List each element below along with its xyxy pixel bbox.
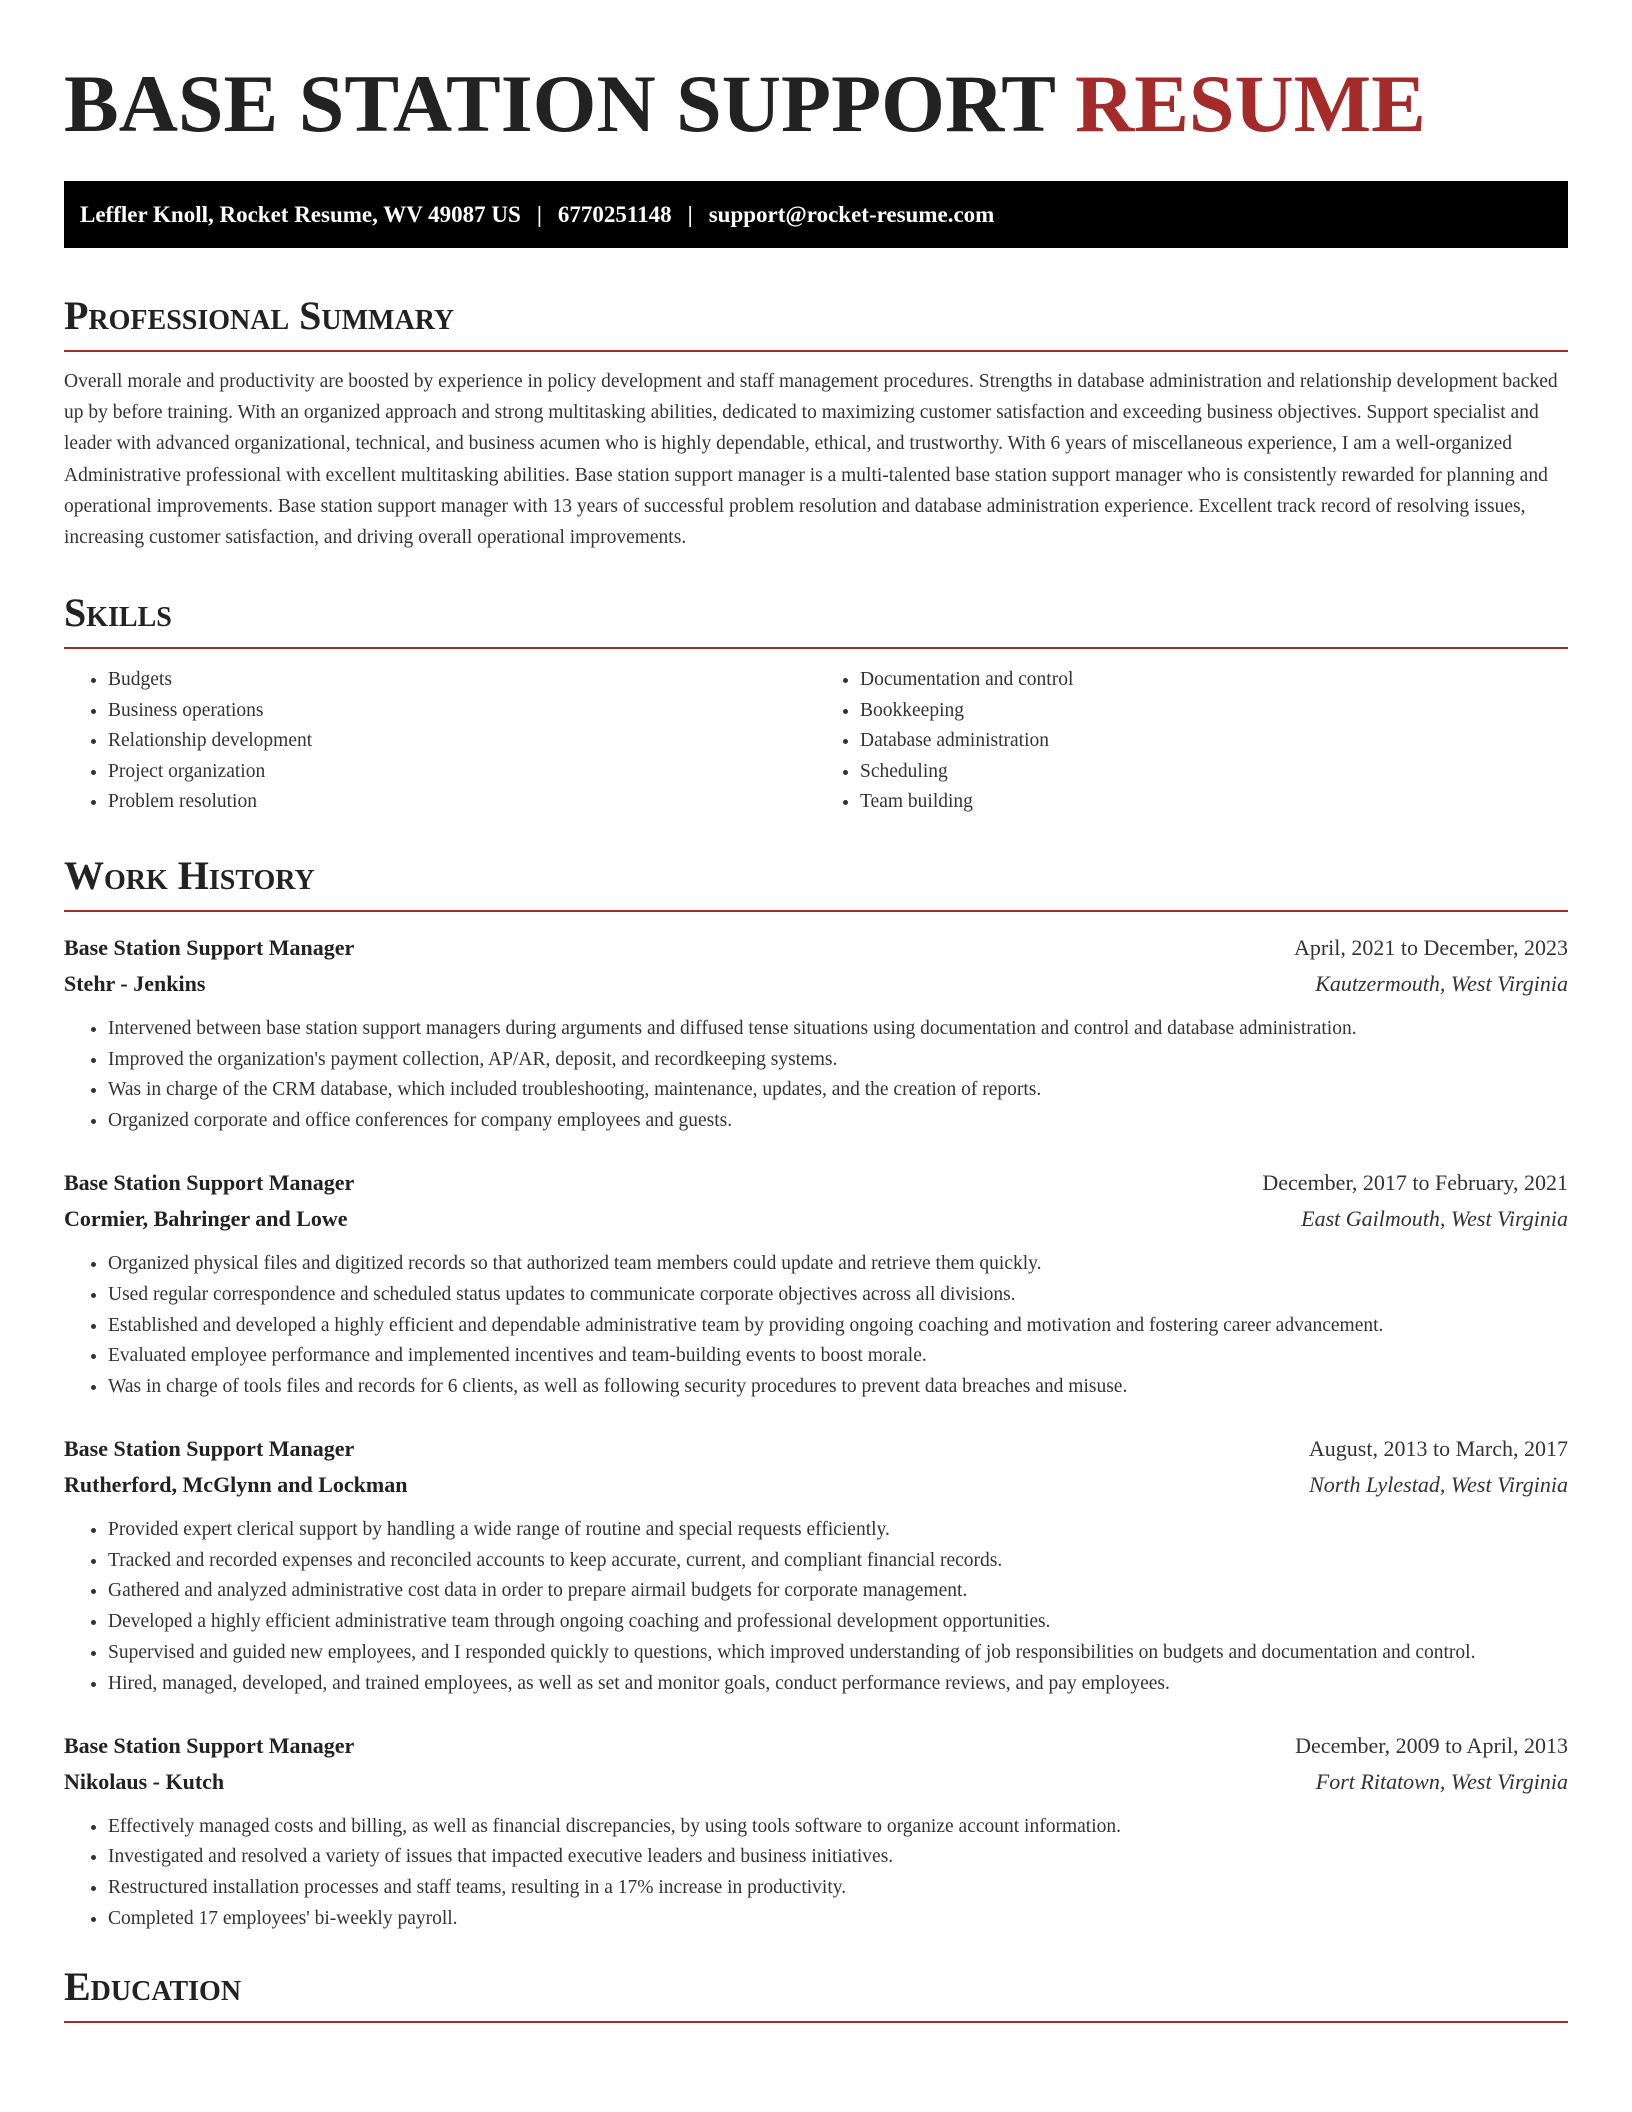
- job-dates: August, 2013 to March, 2017: [1308, 1435, 1568, 1461]
- job-bullet: • Established and developed a highly efficient and dependable administrative team by providing ongoing coaching and motivation and fostering career advancement.: [108, 1311, 1568, 1342]
- skill-item: • Documentation and control: [860, 665, 1568, 696]
- job-bullet-list: [64, 1249, 1568, 1403]
- job-title: Base Station Support Manager: [64, 1435, 355, 1461]
- job-bullet-list: [64, 1515, 1568, 1700]
- job-title: Base Station Support Manager: [64, 934, 355, 960]
- job-bullet: • Provided expert clerical support by handling a wide range of routine and special requests efficiently.: [108, 1515, 1568, 1546]
- education-section: [64, 1961, 1568, 2023]
- job-company: Rutherford, McGlynn and Lockman: [64, 1471, 408, 1497]
- education-heading: Education: [64, 1961, 1568, 2023]
- skill-item: • Project organization: [108, 757, 816, 788]
- job-bullet-list: [64, 1812, 1568, 1935]
- contact-bar: [64, 181, 1568, 248]
- job-title: Base Station Support Manager: [64, 1732, 355, 1758]
- job-bullet: • Improved the organization's payment collection, AP/AR, deposit, and recordkeeping systems.: [108, 1045, 1568, 1076]
- skills-list-left: [64, 665, 816, 818]
- skill-item: • Problem resolution: [108, 787, 816, 818]
- job-bullet: • Gathered and analyzed administrative cost data in order to prepare airmail budgets for corporate management.: [108, 1576, 1568, 1607]
- job-location: Fort Ritatown, West Virginia: [1315, 1768, 1568, 1794]
- summary-section: [64, 290, 1568, 553]
- job-bullet: • Evaluated employee performance and implemented incentives and team-building events to boost morale.: [108, 1341, 1568, 1372]
- job-dates: December, 2017 to February, 2021: [1262, 1169, 1568, 1195]
- job-bullet: • Effectively managed costs and billing, as well as financial discrepancies, by using tools software to organize account information.: [108, 1812, 1568, 1843]
- job-entry: [64, 930, 1568, 1137]
- job-bullet: • Restructured installation processes and staff teams, resulting in a 17% increase in productivity.: [108, 1873, 1568, 1904]
- work-history-section: [64, 850, 1568, 1935]
- contact-separator: |: [536, 201, 542, 227]
- job-dates: December, 2009 to April, 2013: [1295, 1732, 1568, 1758]
- job-bullet: • Organized physical files and digitized records so that authorized team members could update and retrieve them quickly.: [108, 1249, 1568, 1280]
- job-entry: [64, 1165, 1568, 1403]
- contact-separator: |: [687, 201, 693, 227]
- job-bullet: • Investigated and resolved a variety of issues that impacted executive leaders and business initiatives.: [108, 1842, 1568, 1873]
- summary-text: Overall morale and productivity are boosted by experience in policy development and staff management procedures. Strengths in database administration and relationship development backed up by before training. With an organized approach and strong multitasking abilities, dedicated to maximizing customer satisfaction and exceeding business objectives. Support specialist and leader with advanced organizational, technical, and business acumen who is highly dependable, ethical, and trustworthy. With 6 years of miscellaneous experience, I am a well-organized Administrative professional with excellent multitasking abilities. Base station support manager is a multi-talented base station support manager who is consistently rewarded for planning and operational improvements. Base station support manager with 13 years of successful problem resolution and database administration experience. Excellent track record of resolving issues, increasing customer satisfaction, and driving overall operational improvements.: [64, 371, 1558, 549]
- job-entry: [64, 1728, 1568, 1935]
- job-bullet: • Was in charge of the CRM database, which included troubleshooting, maintenance, updates, and the creation of reports.: [108, 1075, 1568, 1106]
- job-location: North Lylestad, West Virginia: [1309, 1471, 1568, 1497]
- job-title: Base Station Support Manager: [64, 1169, 355, 1195]
- job-company: Stehr - Jenkins: [64, 970, 206, 996]
- job-bullet: • Intervened between base station support managers during arguments and diffused tense situations using documentation and control and database administration.: [108, 1014, 1568, 1045]
- job-bullet: • Developed a highly efficient administrative team through ongoing coaching and professional development opportunities.: [108, 1607, 1568, 1638]
- job-dates: April, 2021 to December, 2023: [1293, 934, 1568, 960]
- job-bullet: • Tracked and recorded expenses and reconciled accounts to keep accurate, current, and compliant financial records.: [108, 1546, 1568, 1577]
- skill-item: • Team building: [860, 787, 1568, 818]
- job-bullet-list: [64, 1014, 1568, 1137]
- skill-item: • Database administration: [860, 726, 1568, 757]
- summary-heading: Professional Summary: [64, 290, 1568, 352]
- job-bullet: • Hired, managed, developed, and trained employees, as well as set and monitor goals, conduct performance reviews, and pay employees.: [108, 1669, 1568, 1700]
- contact-address: Leffler Knoll, Rocket Resume, WV 49087 US: [80, 201, 521, 227]
- skill-item: • Budgets: [108, 665, 816, 696]
- job-company: Nikolaus - Kutch: [64, 1768, 225, 1794]
- job-location: Kautzermouth, West Virginia: [1315, 970, 1568, 996]
- job-bullet: • Organized corporate and office conferences for company employees and guests.: [108, 1106, 1568, 1137]
- job-bullet: • Supervised and guided new employees, and I responded quickly to questions, which improved understanding of job responsibilities on budgets and documentation and control.: [108, 1638, 1568, 1669]
- job-bullet: • Completed 17 employees' bi-weekly payroll.: [108, 1904, 1568, 1935]
- skills-heading: Skills: [64, 587, 1568, 649]
- skills-grid: [64, 665, 1568, 818]
- skill-item: • Scheduling: [860, 757, 1568, 788]
- title-main: BASE STATION SUPPORT: [64, 58, 1055, 149]
- job-entry: [64, 1431, 1568, 1700]
- job-bullet: • Was in charge of tools files and records for 6 clients, as well as following security procedures to prevent data breaches and misuse.: [108, 1372, 1568, 1403]
- job-bullet: • Used regular correspondence and scheduled status updates to communicate corporate objectives across all divisions.: [108, 1280, 1568, 1311]
- skills-list-right: [816, 665, 1568, 818]
- work-history-heading: Work History: [64, 850, 1568, 912]
- title-accent: RESUME: [1075, 58, 1426, 149]
- contact-phone: 6770251148: [557, 201, 672, 227]
- job-company: Cormier, Bahringer and Lowe: [64, 1205, 348, 1231]
- skill-item: • Business operations: [108, 696, 816, 727]
- skills-section: [64, 587, 1568, 818]
- resume-title: [64, 0, 1568, 156]
- skill-item: • Relationship development: [108, 726, 816, 757]
- contact-email[interactable]: support@rocket-resume.com: [708, 201, 995, 227]
- resume-page: [64, 0, 1568, 2023]
- skill-item: • Bookkeeping: [860, 696, 1568, 727]
- job-location: East Gailmouth, West Virginia: [1301, 1205, 1568, 1231]
